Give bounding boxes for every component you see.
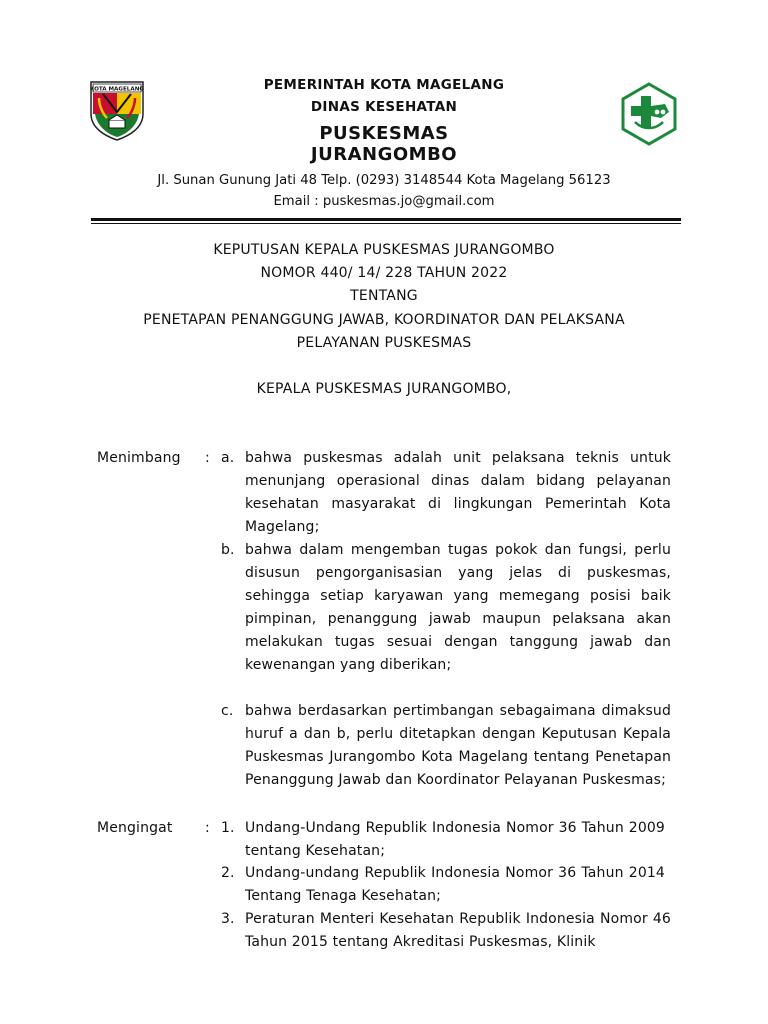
issuer-heading: KEPALA PUSKESMAS JURANGOMBO, — [256, 381, 512, 397]
letterhead-divider-thick — [91, 218, 681, 221]
mengingat-item-3: Peraturan Menteri Kesehatan Republik Indonesia Nomor 46 Tahun 2015 tentang Akreditasi Puskesmas, Klinik — [245, 911, 671, 950]
menimbang-marker-b: b. — [221, 542, 235, 558]
mengingat-marker-2: 2. — [221, 865, 235, 881]
email-line: Email : puskesmas.jo@gmail.com — [273, 194, 495, 209]
decree-subject-line2: PELAYANAN PUSKESMAS — [296, 335, 472, 351]
government-name: PEMERINTAH KOTA MAGELANG — [263, 77, 505, 93]
menimbang-marker-c: c. — [221, 703, 234, 719]
mengingat-marker-3: 3. — [221, 911, 235, 927]
institution-name: PUSKESMAS JURANGOMBO — [310, 123, 458, 165]
department-name: DINAS KESEHATAN — [310, 99, 458, 115]
address-line: Jl. Sunan Gunung Jati 48 Telp. (0293) 3148544 Kota Magelang 56123 — [157, 173, 611, 188]
menimbang-item-c-clip — [245, 700, 675, 804]
crest-text: KOTA MAGELANG — [90, 86, 144, 93]
menimbang-item-c: bahwa berdasarkan pertimbangan sebagaimana dimaksud huruf a dan b, perlu ditetapkan dengan Keputusan Kepala Puskesmas Jurangombo Kota Magelang tentang Penetapan Penanggung Jawab dan Koordinator Pelayanan Puskesmas; — [245, 703, 671, 788]
mengingat-item-2: Undang-undang Republik Indonesia Nomor 36 Tahun 2014 Tentang Tenaga Kesehatan; — [245, 865, 665, 904]
menimbang-item-a: bahwa puskesmas adalah unit pelaksana teknis untuk menunjang operasional dinas dalam bidang pelayanan kesehatan masyarakat di lingkungan Pemerintah Kota Magelang; — [245, 450, 671, 535]
puskesmas-logo — [617, 82, 681, 146]
decree-subject-line1: PENETAPAN PENANGGUNG JAWAB, KOORDINATOR DAN PELAKSANA — [143, 312, 625, 328]
mengingat-colon: : — [205, 820, 210, 836]
mengingat-label: Mengingat — [97, 820, 173, 836]
decree-about: TENTANG — [350, 288, 418, 304]
decree-title: KEPUTUSAN KEPALA PUSKESMAS JURANGOMBO — [213, 242, 555, 258]
menimbang-colon: : — [205, 450, 210, 466]
letterhead-divider-thin — [91, 223, 681, 224]
menimbang-marker-a: a. — [221, 450, 235, 466]
decree-number: NOMOR 440/ 14/ 228 TAHUN 2022 — [260, 265, 508, 281]
mengingat-marker-1: 1. — [221, 820, 235, 836]
menimbang-label: Menimbang — [97, 450, 181, 466]
mengingat-item-1: Undang-Undang Republik Indonesia Nomor 36 Tahun 2009 tentang Kesehatan; — [245, 820, 665, 859]
menimbang-item-b: bahwa dalam mengemban tugas pokok dan fungsi, perlu disusun pengorganisasian yang jelas di puskesmas, sehingga setiap karyawan yang memegang posisi baik pimpinan, penanggung jawab maupun pelaksana akan melakukan tugas sesuai dengan tanggung jawab dan kewenangan yang diberikan; — [245, 542, 671, 673]
